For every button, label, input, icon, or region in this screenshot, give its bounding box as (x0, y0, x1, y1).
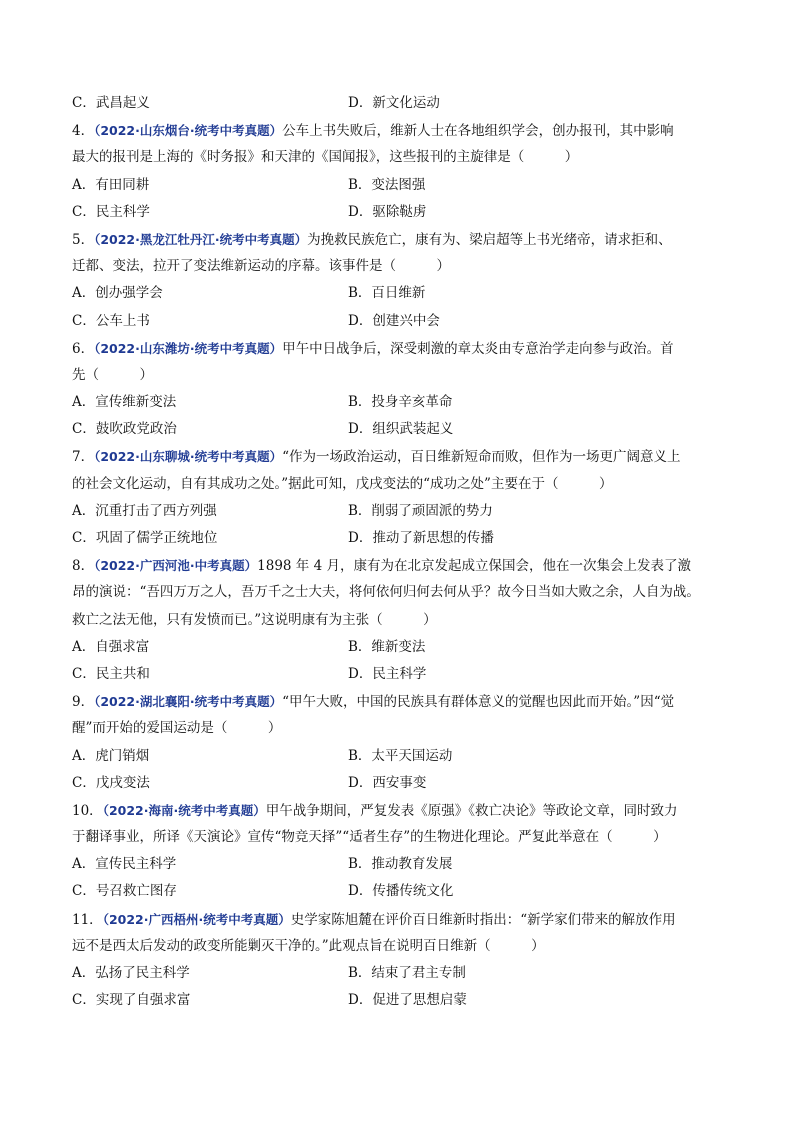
option-letter: B． (348, 965, 372, 981)
question-source: （2022·黑龙江牡丹江·统考中考真题） (94, 231, 308, 247)
question-number: 5． (72, 231, 95, 248)
option-text: 创办强学会 (95, 285, 163, 302)
answer-option[interactable] (348, 498, 493, 525)
question-stem (72, 335, 736, 362)
question-text: 先（ ） (72, 366, 153, 383)
option-text: 西安事变 (372, 774, 427, 791)
question-text: 最大的报刊是上海的《时务报》和天津的《国闻报》，这些报刊的主旋律是（ ） (72, 149, 579, 166)
question-text: 史学家陈旭麓在评价百日维新时指出：“新学家们带来的解放作用 (290, 911, 676, 928)
question-stem-continued (72, 471, 736, 498)
option-text: 百日维新 (371, 285, 426, 302)
answer-option[interactable] (72, 661, 150, 688)
option-text: 创建兴中会 (372, 312, 440, 329)
answer-option[interactable] (72, 416, 177, 443)
option-row (72, 743, 736, 770)
question-stem (72, 797, 736, 824)
option-row (72, 851, 736, 878)
option-text: 传播传统文化 (372, 883, 454, 900)
question-text: 1898 年 4 月，康有为在北京发起成立保国会，他在一次集会上发表了激 (257, 558, 691, 575)
question-list (72, 90, 736, 1014)
answer-option[interactable] (348, 987, 467, 1014)
option-text: 太平天国运动 (371, 747, 453, 764)
question-number: 6． (72, 340, 95, 357)
option-text: 宣传维新变法 (95, 394, 177, 411)
question-stem (72, 226, 736, 253)
question-stem-continued (72, 144, 736, 171)
option-letter: D． (348, 95, 373, 111)
option-text: 新文化运动 (372, 95, 440, 111)
question-number: 10． (72, 802, 103, 819)
answer-option[interactable] (348, 308, 440, 335)
answer-option[interactable] (72, 172, 149, 199)
option-text: 民主科学 (95, 203, 150, 220)
question-source: （2022·湖北襄阳·统考中考真题） (94, 694, 283, 710)
option-letter: B． (348, 176, 372, 193)
question-stem-continued (72, 253, 736, 280)
option-letter: A． (72, 285, 96, 302)
option-row (72, 172, 736, 199)
answer-option[interactable] (348, 172, 425, 199)
answer-option[interactable] (348, 416, 453, 443)
option-text: 削弱了顽固派的势力 (371, 502, 493, 519)
option-text: 戊戌变法 (95, 774, 150, 791)
answer-option[interactable] (348, 878, 453, 905)
option-letter: A． (72, 747, 96, 764)
option-row (72, 389, 736, 416)
option-row (72, 525, 736, 552)
option-letter: B． (348, 502, 372, 519)
answer-option[interactable] (348, 389, 452, 416)
option-text: 维新变法 (371, 638, 426, 655)
option-row (72, 90, 736, 117)
answer-option[interactable] (72, 308, 150, 335)
answer-option[interactable] (348, 770, 426, 797)
answer-option[interactable] (72, 851, 176, 878)
option-row (72, 878, 736, 905)
option-letter: C． (72, 203, 96, 220)
answer-option[interactable] (348, 90, 440, 117)
question-stem-continued (72, 362, 736, 389)
question-stem-continued (72, 715, 736, 742)
answer-option[interactable] (72, 987, 190, 1014)
answer-option[interactable] (72, 743, 149, 770)
option-letter: B． (348, 394, 372, 411)
option-text: 民主共和 (95, 665, 150, 682)
answer-option[interactable] (348, 280, 425, 307)
option-text: 武昌起义 (95, 95, 150, 111)
option-letter: B． (348, 747, 372, 764)
option-letter: B． (348, 285, 372, 302)
question-stem-continued (72, 824, 736, 851)
question-stem (72, 906, 736, 933)
option-letter: A． (72, 176, 96, 193)
option-letter: A． (72, 502, 96, 519)
question-stem (72, 552, 736, 579)
answer-option[interactable] (72, 878, 177, 905)
answer-option[interactable] (72, 634, 149, 661)
option-letter: D． (348, 883, 373, 900)
option-letter: A． (72, 856, 96, 873)
option-letter: C． (72, 992, 96, 1009)
option-letter: D． (348, 203, 373, 220)
option-letter: D． (348, 665, 373, 682)
option-text: 弘扬了民主科学 (95, 965, 190, 981)
question-text: 远不是西太后发动的政变所能剿灭干净的。”此观点旨在说明百日维新（ ） (72, 937, 545, 954)
answer-option[interactable] (348, 634, 425, 661)
question-number: 7． (72, 449, 95, 466)
option-letter: D． (348, 530, 373, 546)
answer-option[interactable] (72, 525, 217, 552)
option-letter: B． (348, 856, 372, 873)
option-text: 鼓吹政党政治 (95, 421, 177, 438)
answer-option[interactable] (348, 851, 452, 878)
option-row (72, 770, 736, 797)
question-source: （2022·山东烟台·统考中考真题） (94, 123, 283, 139)
option-letter: D． (348, 312, 373, 329)
option-text: 公车上书 (95, 312, 150, 329)
option-row (72, 416, 736, 443)
option-letter: D． (348, 774, 373, 791)
question-source: （2022·广西梧州·统考中考真题） (102, 911, 291, 927)
option-row (72, 498, 736, 525)
option-text: 结束了君主专制 (371, 965, 466, 981)
option-letter: C． (72, 421, 96, 438)
option-text: 变法图强 (371, 176, 426, 193)
option-text: 宣传民主科学 (95, 856, 177, 873)
option-text: 推动教育发展 (371, 856, 453, 873)
question-source: （2022·山东潍坊·统考中考真题） (94, 340, 283, 356)
option-text: 民主科学 (372, 665, 427, 682)
option-row (72, 661, 736, 688)
answer-option[interactable] (72, 770, 150, 797)
question-stem-continued (72, 607, 736, 634)
answer-option[interactable] (348, 199, 426, 226)
question-stem-continued (72, 579, 736, 606)
option-letter: C． (72, 312, 96, 329)
answer-option[interactable] (72, 280, 163, 307)
question-text: 的社会文化运动，自有其成功之处。”据此可知，戊戌变法的“成功之处”主要在于（ ） (72, 475, 613, 492)
question-text: 救亡之法无他，只有发愤而已。”这说明康有为主张（ ） (72, 611, 437, 628)
answer-option[interactable] (348, 661, 426, 688)
answer-option[interactable] (348, 525, 494, 552)
option-text: 自强求富 (95, 638, 150, 655)
option-letter: A． (72, 638, 96, 655)
answer-option[interactable] (72, 90, 150, 117)
option-row (72, 634, 736, 661)
option-text: 投身辛亥革命 (371, 394, 453, 411)
option-row (72, 308, 736, 335)
answer-option[interactable] (348, 743, 452, 770)
question-text: 甲午中日战争后，深受刺激的章太炎由专意治学走向参与政治。首 (282, 340, 674, 357)
option-text: 推动了新思想的传播 (372, 530, 494, 546)
option-text: 虎门销烟 (95, 747, 150, 764)
option-text: 驱除鞑虏 (372, 203, 427, 220)
question-source: （2022·海南·统考中考真题） (102, 802, 266, 818)
option-letter: A． (72, 965, 96, 981)
answer-option[interactable] (348, 960, 466, 987)
question-stem (72, 688, 736, 715)
option-letter: D． (348, 421, 373, 438)
question-text: 甲午战争期间，严复发表《原强》《救亡决论》等政论文章，同时致力 (265, 802, 678, 819)
question-number: 8． (72, 558, 95, 575)
question-text: 醒”而开始的爱国运动是（ ） (72, 720, 282, 737)
question-number: 9． (72, 694, 95, 711)
question-stem (72, 443, 736, 470)
question-text: 迁都、变法，拉开了变法维新运动的序幕。该事件是（ ） (72, 258, 450, 275)
question-stem-continued (72, 933, 736, 960)
question-number: 4． (72, 123, 95, 140)
question-text: 为挽救民族危亡，康有为、梁启超等上书光绪帝，请求拒和、 (307, 231, 672, 248)
answer-option[interactable] (72, 960, 190, 987)
question-text: 昂的演说：“吾四万万之人，吾万千之士大夫，将何依何归何去何从乎？故今日当如大败之余，人自为战。 (72, 584, 700, 601)
option-letter: C． (72, 665, 96, 682)
option-text: 号召救亡图存 (95, 883, 177, 900)
question-number: 11． (72, 911, 103, 928)
option-text: 促进了思想启蒙 (372, 992, 467, 1009)
answer-option[interactable] (72, 389, 176, 416)
question-source: （2022·广西河池·中考真题） (94, 558, 258, 574)
option-letter: D． (348, 992, 373, 1009)
option-letter: B． (348, 638, 372, 655)
option-row (72, 987, 736, 1014)
option-letter: C． (72, 883, 96, 900)
option-text: 有田同耕 (95, 176, 150, 193)
option-text: 实现了自强求富 (95, 992, 191, 1009)
option-text: 巩固了儒学正统地位 (95, 530, 218, 546)
question-text: “甲午大败，中国的民族具有群体意义的觉醒也因此而开始。”因“觉 (282, 694, 675, 711)
question-stem (72, 117, 736, 144)
option-letter: C． (72, 530, 96, 546)
question-text: “作为一场政治运动，百日维新短命而败，但作为一场更广阔意义上 (282, 449, 681, 466)
option-row (72, 280, 736, 307)
option-letter: C． (72, 95, 96, 111)
question-text: 于翻译事业，所译《天演论》宣传“物竞天择”“适者生存”的生物进化理论。严复此举意在（ ） (72, 829, 667, 846)
option-row (72, 960, 736, 987)
option-letter: C． (72, 774, 96, 791)
option-text: 沉重打击了西方列强 (95, 502, 217, 519)
answer-option[interactable] (72, 498, 217, 525)
option-row (72, 199, 736, 226)
question-text: 公车上书失败后，维新人士在各地组织学会，创办报刊，其中影响 (282, 123, 674, 140)
question-source: （2022·山东聊城·统考中考真题） (94, 449, 283, 465)
option-text: 组织武装起义 (372, 421, 454, 438)
answer-option[interactable] (72, 199, 150, 226)
option-letter: A． (72, 394, 96, 411)
